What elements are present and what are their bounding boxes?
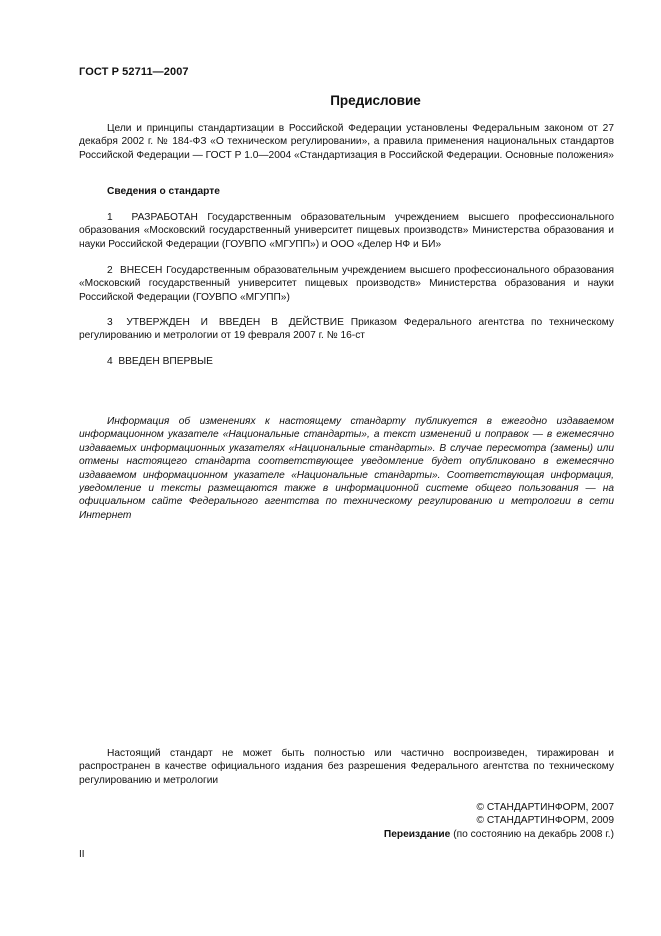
item-4-number: 4	[107, 356, 113, 367]
info-notice: Информация об изменениях к настоящему стандарту публикуется в ежегодно издаваемом информационном указателе «Национальные стандарты», а текст изменений и поправок — в ежемесячно издаваемых информационных указателях «Национальные стандарты». В случае пересмотра (замены) или отмены настоящего стандарта соответствующее уведомление будет опубликовано в ежемесячно издаваемом информационном указателе «Национальные стандарты». Соответствующая информация, уведомление и тексты размещаются также в информационной системе общего пользования — на официальном сайте Федерального агентства по техническому регулированию и метрологии в сети Интернет	[79, 416, 614, 521]
standard-id-header: ГОСТ Р 52711—2007	[79, 66, 189, 78]
item-1	[79, 211, 614, 251]
item-3-number: 3	[107, 317, 113, 328]
reissue-label: Переиздание	[383, 829, 451, 840]
item-4	[79, 355, 614, 368]
item-1-head: РАЗРАБОТАН	[131, 212, 198, 223]
about-standard-heading: Сведения о стандарте	[107, 186, 220, 197]
page-number: II	[79, 849, 85, 860]
item-2-head: ВНЕСЕН	[119, 265, 163, 276]
page-title: Предисловие	[330, 93, 421, 108]
item-3	[79, 316, 614, 343]
copyright-2009: © СТАНДАРТИНФОРМ, 2009	[476, 815, 614, 826]
copyright-notice: Настоящий стандарт не может быть полностью или частично воспроизведен, тиражирован и распространен в качестве официального издания без разрешения Федерального агентства по техническому регулированию и метрологии	[79, 748, 614, 786]
item-3-head: УТВЕРЖДЕН И ВВЕДЕН В ДЕЙСТВИЕ	[126, 317, 344, 328]
item-1-text: Государственным образовательным учреждением высшего профессионального образования «Московский государственный университет пищевых производств» Министерства образования и науки Российской Федерации (ГОУВПО «МГУПП») и ООО «Делер НФ и БИ»	[79, 212, 614, 250]
intro-paragraph: Цели и принципы стандартизации в Российской Федерации установлены Федеральным законом от 27 декабря 2002 г. № 184-ФЗ «О техническом регулировании», а правила применения национальных стандартов Российской Федерации — ГОСТ Р 1.0—2004 «Стандартизация в Российской Федерации. Основные положения»	[79, 123, 614, 161]
item-4-head: ВВЕДЕН ВПЕРВЫЕ	[118, 356, 213, 367]
copyright-2007: © СТАНДАРТИНФОРМ, 2007	[476, 802, 614, 813]
reissue-line	[384, 828, 614, 841]
item-2-text: Государственным образовательным учреждением высшего профессионального образования «Московский государственный университет пищевых производств» Министерства образования и науки Российской Федерации (ГОУВПО «МГУПП»)	[79, 265, 614, 303]
item-2-number: 2	[107, 265, 113, 276]
item-1-number: 1	[107, 212, 113, 223]
item-3-text: Приказом Федерального агентства по техническому регулированию и метрологии от 19 февраля 2007 г. № 16-ст	[79, 317, 614, 342]
item-2	[79, 264, 614, 304]
reissue-text: (по состоянию на декабрь 2008 г.)	[453, 829, 614, 840]
